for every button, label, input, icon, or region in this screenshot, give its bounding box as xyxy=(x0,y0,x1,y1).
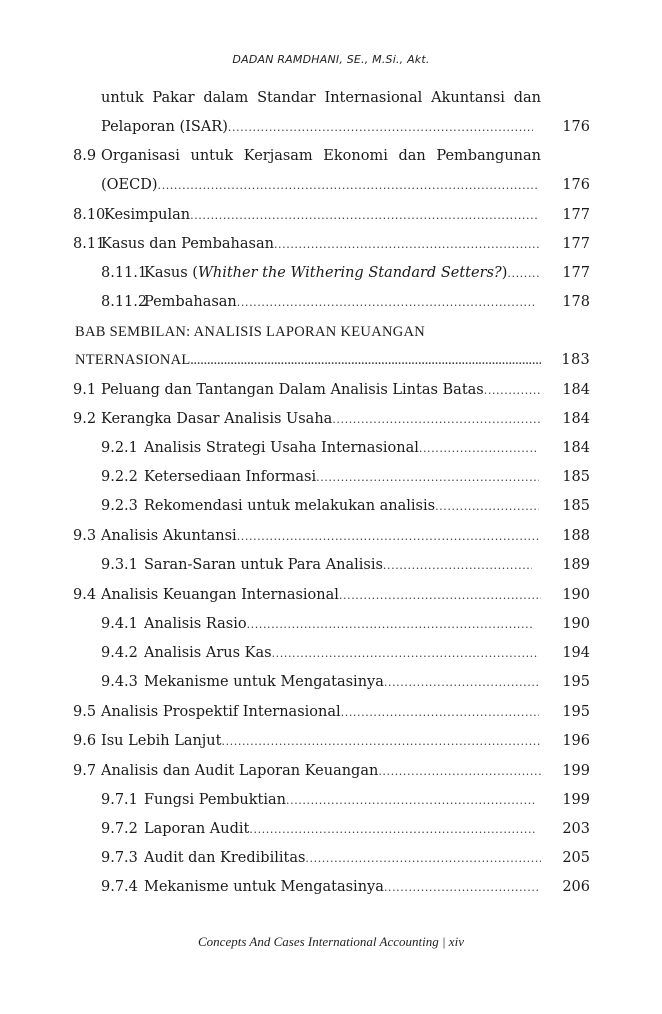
toc-section-number: 9.3 xyxy=(73,528,97,544)
toc-section-number: 8.10 xyxy=(73,207,106,223)
toc-page-number: 188 xyxy=(562,528,590,544)
toc-section-number: 9.6 xyxy=(73,733,97,749)
leader-dots xyxy=(305,849,541,869)
toc-entry-text: Analisis Prospektif Internasional xyxy=(101,704,341,720)
toc-page-number: 177 xyxy=(562,236,590,252)
toc-section-number: 8.11.1 xyxy=(101,265,148,281)
leader-dots xyxy=(378,762,541,782)
leader-dots xyxy=(332,410,541,430)
toc-page-number: 189 xyxy=(562,557,590,573)
toc-entry-text: Analisis dan Audit Laporan Keuangan xyxy=(101,763,379,779)
leader-dots xyxy=(341,703,539,723)
toc-entry-text: Pembahasan xyxy=(144,294,237,310)
leader-dots xyxy=(228,118,533,138)
toc-page-number: 195 xyxy=(562,674,590,690)
leader-dots xyxy=(237,527,539,547)
leader-dots xyxy=(158,176,539,196)
toc-entry-text: (OECD) xyxy=(101,177,158,193)
leader-dots xyxy=(247,615,532,635)
toc-entry-text: Mekanisme untuk Mengatasinya xyxy=(144,674,384,690)
toc-section-number: 9.7.1 xyxy=(101,792,138,808)
leader-dots xyxy=(507,264,541,284)
toc-page-number: 203 xyxy=(562,821,590,837)
toc-section-number: 9.1 xyxy=(73,382,97,398)
toc-section-number: 9.4 xyxy=(73,587,97,603)
leader-dots xyxy=(221,732,541,752)
toc-page-number: 184 xyxy=(562,411,590,427)
chapter-heading: BAB SEMBILAN: ANALISIS LAPORAN KEUANGAN xyxy=(75,324,426,340)
running-header: DADAN RAMDHANI, SE., M.Si., Akt. xyxy=(232,53,430,66)
leader-dots xyxy=(272,644,539,664)
leader-dots xyxy=(191,351,541,371)
toc-section-number: 9.7 xyxy=(73,763,97,779)
toc-page-number: 184 xyxy=(562,382,590,398)
toc-entry-text: Audit dan Kredibilitas xyxy=(144,850,306,866)
toc-entry-text: Analisis Rasio xyxy=(144,616,247,632)
toc-entry-text: Rekomendasi untuk melakukan analisis xyxy=(144,498,436,514)
toc-entry-text: Kasus (Whither the Withering Standard Setters?) xyxy=(144,265,508,281)
toc-page-number: 184 xyxy=(562,440,590,456)
leader-dots xyxy=(274,235,541,255)
toc-page-number: 190 xyxy=(562,587,590,603)
toc-section-number: 9.7.4 xyxy=(101,879,138,895)
toc-page-number: 178 xyxy=(562,294,590,310)
toc-section-number: 8.9 xyxy=(73,148,97,164)
toc-page-number: 195 xyxy=(562,704,590,720)
toc-page-number: 176 xyxy=(562,119,590,135)
toc-entry-text: Analisis Strategi Usaha Internasional xyxy=(144,440,419,456)
leader-dots xyxy=(383,556,532,576)
toc-section-number: 8.11 xyxy=(73,236,106,252)
toc-page-number: 177 xyxy=(562,265,590,281)
leader-dots xyxy=(384,673,539,693)
toc-entry-text: Organisasi untuk Kerjasam Ekonomi dan Pembangunan xyxy=(101,148,541,164)
toc-entry-text: Kesimpulan xyxy=(104,207,191,223)
toc-page-number: 176 xyxy=(562,177,590,193)
toc-entry-text: Pelaporan (ISAR) xyxy=(101,119,228,135)
toc-section-number: 9.4.2 xyxy=(101,645,138,661)
toc-entry-text: Kerangka Dasar Analisis Usaha xyxy=(101,411,333,427)
toc-entry-text: untuk Pakar dalam Standar Internasional Akuntansi dan xyxy=(101,90,541,106)
toc-section-number: 9.3.1 xyxy=(101,557,138,573)
toc-page-number: 183 xyxy=(561,352,590,368)
toc-entry-text: Saran-Saran untuk Para Analisis xyxy=(144,557,383,573)
leader-dots xyxy=(190,206,539,226)
toc-page-number: 185 xyxy=(562,469,590,485)
toc-section-number: 8.11.2 xyxy=(101,294,148,310)
toc-page-number: 199 xyxy=(562,792,590,808)
toc-entry-text: Ketersediaan Informasi xyxy=(144,469,317,485)
leader-dots xyxy=(419,439,537,459)
toc-entry-text: Isu Lebih Lanjut xyxy=(101,733,222,749)
toc-page-number: 205 xyxy=(562,850,590,866)
toc-entry-text: Analisis Keuangan Internasional xyxy=(101,587,339,603)
toc-section-number: 9.2 xyxy=(73,411,97,427)
leader-dots xyxy=(237,293,536,313)
toc-page-number: 206 xyxy=(562,879,590,895)
leader-dots xyxy=(316,468,539,488)
leader-dots xyxy=(249,820,537,840)
toc-entry-text: Mekanisme untuk Mengatasinya xyxy=(144,879,384,895)
toc-section-number: 9.5 xyxy=(73,704,97,720)
leader-dots xyxy=(339,586,541,606)
leader-dots xyxy=(384,878,539,898)
toc-page-number: 196 xyxy=(562,733,590,749)
page-footer: Concepts And Cases International Accounting | xiv xyxy=(198,934,464,949)
toc-page-number: 177 xyxy=(562,207,590,223)
toc-entry-text: Peluang dan Tantangan Dalam Analisis Lintas Batas xyxy=(101,382,484,398)
leader-dots xyxy=(484,381,541,401)
toc-entry-text: NTERNASIONAL xyxy=(75,352,191,368)
toc-section-number: 9.7.3 xyxy=(101,850,138,866)
toc-entry-text: Kasus dan Pembahasan xyxy=(101,236,274,252)
toc-page-number: 185 xyxy=(562,498,590,514)
toc-page-number: 199 xyxy=(562,763,590,779)
toc-section-number: 9.4.3 xyxy=(101,674,138,690)
leader-dots xyxy=(286,791,537,811)
toc-section-number: 9.4.1 xyxy=(101,616,138,632)
toc-section-number: 9.2.1 xyxy=(101,440,138,456)
toc-page-number: 194 xyxy=(562,645,590,661)
toc-entry-text: Fungsi Pembuktian xyxy=(144,792,286,808)
toc-entry-text: Laporan Audit xyxy=(144,821,250,837)
leader-dots xyxy=(435,497,539,517)
toc-entry-text: Analisis Akuntansi xyxy=(101,528,237,544)
toc-section-number: 9.2.2 xyxy=(101,469,138,485)
toc-page-number: 190 xyxy=(562,616,590,632)
toc-entry-text: Analisis Arus Kas xyxy=(144,645,272,661)
toc-section-number: 9.7.2 xyxy=(101,821,138,837)
toc-section-number: 9.2.3 xyxy=(101,498,138,514)
